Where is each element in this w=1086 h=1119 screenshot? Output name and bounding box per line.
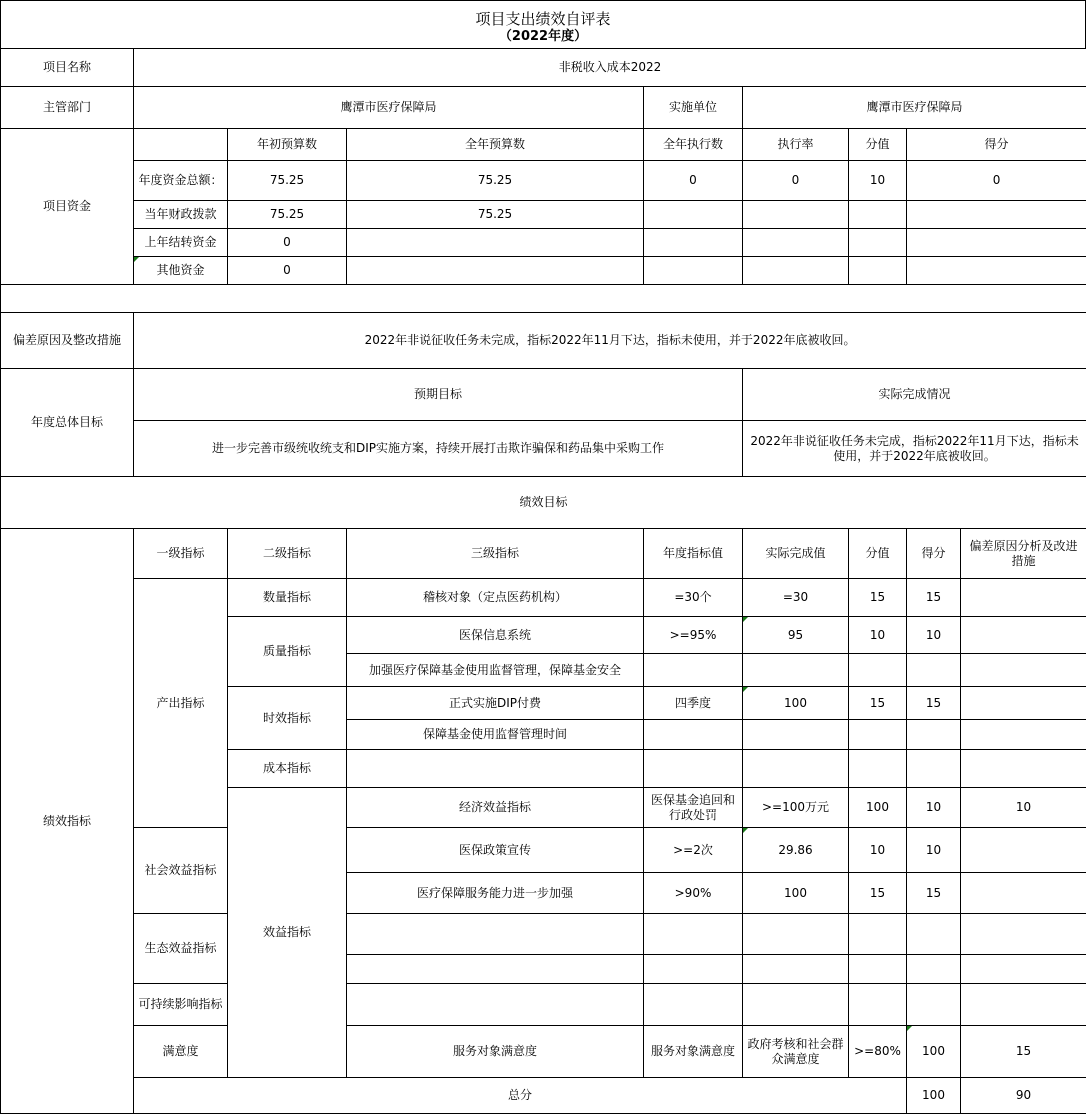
indicator-name[interactable]: 医保政策宣传 (347, 828, 644, 873)
indicator-value[interactable]: 10 (849, 828, 907, 873)
indicator-value[interactable]: 15 (849, 873, 907, 914)
header-level2[interactable]: 二级指标 (228, 529, 347, 579)
expected-goal-text[interactable]: 进一步完善市级统收统支和DIP实施方案，持续开展打击欺诈骗保和药品集中采购工作 (134, 421, 743, 477)
indicator-value[interactable]: 15 (849, 579, 907, 617)
title-main: 项目支出绩效自评表 (475, 10, 611, 28)
funds-row-label[interactable]: 上年结转资金 (134, 229, 228, 257)
indicator-value[interactable] (849, 955, 907, 984)
indicator-actual[interactable] (743, 720, 849, 750)
indicator-target[interactable]: >=95% (644, 617, 743, 654)
funds-score[interactable] (907, 201, 1086, 229)
indicator-value[interactable]: 15 (961, 1026, 1086, 1078)
dept-value[interactable]: 鹰潭市医疗保障局 (134, 87, 644, 129)
satisfaction-level2[interactable]: 服务对象满意度 (644, 1026, 743, 1078)
indicator-target[interactable]: >=80% (849, 1026, 907, 1078)
indicator-name[interactable]: 保障基金使用监督管理时间 (347, 720, 644, 750)
header-value[interactable]: 分值 (849, 529, 907, 579)
funds-rate[interactable] (743, 201, 849, 229)
header-deviation[interactable]: 偏差原因分析及改进措施 (961, 529, 1086, 579)
indicator-name[interactable]: 稽核对象（定点医药机构） (347, 579, 644, 617)
funds-header-score[interactable]: 得分 (907, 129, 1086, 161)
quantity-indicator-label[interactable]: 数量指标 (228, 579, 347, 617)
indicator-name[interactable]: 正式实施DIP付费 (347, 687, 644, 720)
output-indicator-label[interactable]: 产出指标 (134, 579, 228, 828)
funds-blank-header[interactable] (134, 129, 228, 161)
funds-row (1, 257, 1086, 285)
indicator-actual[interactable] (743, 955, 849, 984)
funds-row-label[interactable]: 其他资金 (134, 257, 228, 285)
satisfaction-level1[interactable]: 服务对象满意度 (347, 1026, 644, 1078)
indicator-target[interactable] (644, 955, 743, 984)
indicator-value[interactable] (849, 654, 907, 687)
actual-status-text[interactable]: 2022年非说征收任务未完成，指标2022年11月下达，指标未使用，并于2022年底被收回。 (743, 421, 1086, 477)
indicator-row (1, 579, 1086, 617)
indicator-value[interactable] (849, 984, 907, 1026)
indicator-actual[interactable]: 95 (743, 617, 849, 654)
indicator-value[interactable]: 10 (849, 617, 907, 654)
indicator-target[interactable] (644, 984, 743, 1026)
funds-annual[interactable]: 75.25 (347, 201, 644, 229)
evaluation-table (0, 48, 1086, 1114)
dept-label[interactable]: 主管部门 (1, 87, 134, 129)
economic-indicator-label[interactable]: 经济效益指标 (347, 788, 644, 828)
indicator-score[interactable] (907, 720, 961, 750)
funds-rate[interactable]: 0 (743, 161, 849, 201)
indicator-target[interactable]: 四季度 (644, 687, 743, 720)
indicator-deviation[interactable] (961, 984, 1086, 1026)
indicator-score[interactable] (907, 750, 961, 788)
funds-row-label[interactable]: 当年财政拨款 (134, 201, 228, 229)
funds-header-initial[interactable]: 年初预算数 (228, 129, 347, 161)
indicator-score[interactable] (907, 984, 961, 1026)
indicator-name[interactable] (347, 750, 644, 788)
indicator-score[interactable] (907, 914, 961, 955)
indicator-actual[interactable]: 100 (849, 788, 907, 828)
indicator-row (1, 914, 1086, 955)
indicator-deviation[interactable] (961, 654, 1086, 687)
indicator-score[interactable]: 10 (907, 617, 961, 654)
indicator-score[interactable]: 15 (907, 687, 961, 720)
indicator-target[interactable]: >90% (644, 873, 743, 914)
ecological-indicator-label[interactable]: 生态效益指标 (134, 914, 228, 984)
funds-annual[interactable] (347, 229, 644, 257)
indicator-deviation[interactable] (961, 617, 1086, 654)
indicator-actual[interactable] (743, 750, 849, 788)
indicator-value[interactable]: 10 (907, 788, 961, 828)
header-level3[interactable]: 三级指标 (347, 529, 644, 579)
indicator-actual[interactable] (743, 914, 849, 955)
indicator-value[interactable] (849, 914, 907, 955)
indicator-value[interactable] (849, 750, 907, 788)
indicator-actual[interactable] (743, 654, 849, 687)
indicator-target[interactable] (644, 914, 743, 955)
indicator-actual[interactable]: 29.86 (743, 828, 849, 873)
funds-executed[interactable] (644, 229, 743, 257)
indicator-name[interactable]: 医疗保障服务能力进一步加强 (347, 873, 644, 914)
indicator-deviation[interactable] (961, 955, 1086, 984)
satisfaction-label[interactable]: 满意度 (134, 1026, 228, 1078)
funds-executed[interactable] (644, 257, 743, 285)
project-name-value[interactable]: 非税收入成本2022 (134, 49, 1086, 87)
total-score[interactable]: 90 (961, 1078, 1086, 1114)
indicator-actual[interactable]: 100 (743, 687, 849, 720)
funds-annual[interactable]: 75.25 (347, 161, 644, 201)
indicator-score[interactable]: 10 (907, 828, 961, 873)
indicator-value[interactable] (849, 720, 907, 750)
indicator-target[interactable] (644, 720, 743, 750)
sustainable-indicator-label[interactable]: 可持续影响指标 (134, 984, 228, 1026)
indicator-actual[interactable]: =30 (743, 579, 849, 617)
sheet-title (0, 0, 1086, 48)
impl-label[interactable]: 实施单位 (644, 87, 743, 129)
indicator-deviation[interactable] (961, 828, 1086, 873)
funds-header-executed[interactable]: 全年执行数 (644, 129, 743, 161)
indicator-target[interactable] (644, 654, 743, 687)
funds-score[interactable] (907, 229, 1086, 257)
quality-indicator-label[interactable]: 质量指标 (228, 617, 347, 687)
header-score[interactable]: 得分 (907, 529, 961, 579)
indicator-actual[interactable]: 100 (907, 1026, 961, 1078)
funds-initial[interactable]: 75.25 (228, 161, 347, 201)
impl-value[interactable]: 鹰潭市医疗保障局 (743, 87, 1086, 129)
funds-row-label[interactable]: 年度资金总额： (134, 161, 228, 201)
indicator-row (1, 828, 1086, 873)
funds-score-value[interactable] (849, 257, 907, 285)
indicator-score[interactable] (907, 955, 961, 984)
indicator-actual[interactable]: 100 (743, 873, 849, 914)
indicators-label[interactable]: 绩效指标 (1, 529, 134, 1114)
indicator-target[interactable]: >=2次 (644, 828, 743, 873)
funds-header-annual[interactable]: 全年预算数 (347, 129, 644, 161)
indicator-deviation[interactable] (961, 720, 1086, 750)
indicator-name[interactable]: 医保信息系统 (347, 617, 644, 654)
indicator-name[interactable] (347, 914, 644, 955)
funds-rate[interactable] (743, 229, 849, 257)
total-value[interactable]: 100 (907, 1078, 961, 1114)
funds-rate[interactable] (743, 257, 849, 285)
indicator-name[interactable] (347, 955, 644, 984)
satisfaction-row (1, 1026, 1086, 1078)
benefit-indicator-label[interactable]: 效益指标 (228, 788, 347, 1078)
funds-initial[interactable]: 75.25 (228, 201, 347, 229)
deviation-text[interactable]: 2022年非说征收任务未完成，指标2022年11月下达，指标未使用，并于2022年底被收回。 (134, 313, 1086, 369)
indicator-target[interactable]: =30个 (644, 579, 743, 617)
total-label[interactable]: 总分 (134, 1078, 907, 1114)
deviation-label[interactable]: 偏差原因及整改措施 (1, 313, 134, 369)
indicator-name[interactable]: 政府考核和社会群众满意度 (743, 1026, 849, 1078)
title-year: （2022年度） (498, 29, 588, 44)
header-target[interactable]: 年度指标值 (644, 529, 743, 579)
indicator-deviation[interactable] (961, 687, 1086, 720)
funds-initial[interactable]: 0 (228, 229, 347, 257)
funds-score[interactable] (907, 257, 1086, 285)
funds-header-rate[interactable]: 执行率 (743, 129, 849, 161)
indicator-score[interactable]: 15 (907, 579, 961, 617)
funds-row (1, 201, 1086, 229)
indicator-name[interactable]: 加强医疗保障基金使用监督管理，保障基金安全 (347, 654, 644, 687)
indicator-deviation[interactable] (961, 750, 1086, 788)
spacer-row[interactable] (1, 285, 1086, 313)
expected-goal-header[interactable]: 预期目标 (134, 369, 743, 421)
indicator-score[interactable]: 10 (961, 788, 1086, 828)
funds-label[interactable]: 项目资金 (1, 129, 134, 285)
indicator-score[interactable] (907, 654, 961, 687)
indicator-deviation[interactable] (961, 914, 1086, 955)
funds-score[interactable]: 0 (907, 161, 1086, 201)
project-name-label[interactable]: 项目名称 (1, 49, 134, 87)
indicator-deviation[interactable] (961, 579, 1086, 617)
cost-indicator-label[interactable]: 成本指标 (228, 750, 347, 788)
indicator-row (1, 984, 1086, 1026)
funds-header-value[interactable]: 分值 (849, 129, 907, 161)
funds-score-value[interactable] (849, 201, 907, 229)
performance-goal-header[interactable]: 绩效目标 (1, 477, 1086, 529)
funds-executed[interactable] (644, 201, 743, 229)
indicator-deviation[interactable] (961, 873, 1086, 914)
funds-executed[interactable]: 0 (644, 161, 743, 201)
funds-score-value[interactable]: 10 (849, 161, 907, 201)
header-actual[interactable]: 实际完成值 (743, 529, 849, 579)
funds-row (1, 161, 1086, 201)
actual-status-header[interactable]: 实际完成情况 (743, 369, 1086, 421)
funds-initial[interactable]: 0 (228, 257, 347, 285)
indicator-name[interactable] (347, 984, 644, 1026)
funds-annual[interactable] (347, 257, 644, 285)
indicator-target[interactable]: >=100万元 (743, 788, 849, 828)
indicator-value[interactable]: 15 (849, 687, 907, 720)
indicator-target[interactable] (644, 750, 743, 788)
indicator-name[interactable]: 医保基金追回和行政处罚 (644, 788, 743, 828)
indicator-score[interactable]: 15 (907, 873, 961, 914)
funds-score-value[interactable] (849, 229, 907, 257)
social-indicator-label[interactable]: 社会效益指标 (134, 828, 228, 914)
timeliness-indicator-label[interactable]: 时效指标 (228, 687, 347, 750)
funds-row (1, 229, 1086, 257)
indicator-actual[interactable] (743, 984, 849, 1026)
annual-goal-label[interactable]: 年度总体目标 (1, 369, 134, 477)
header-level1[interactable]: 一级指标 (134, 529, 228, 579)
